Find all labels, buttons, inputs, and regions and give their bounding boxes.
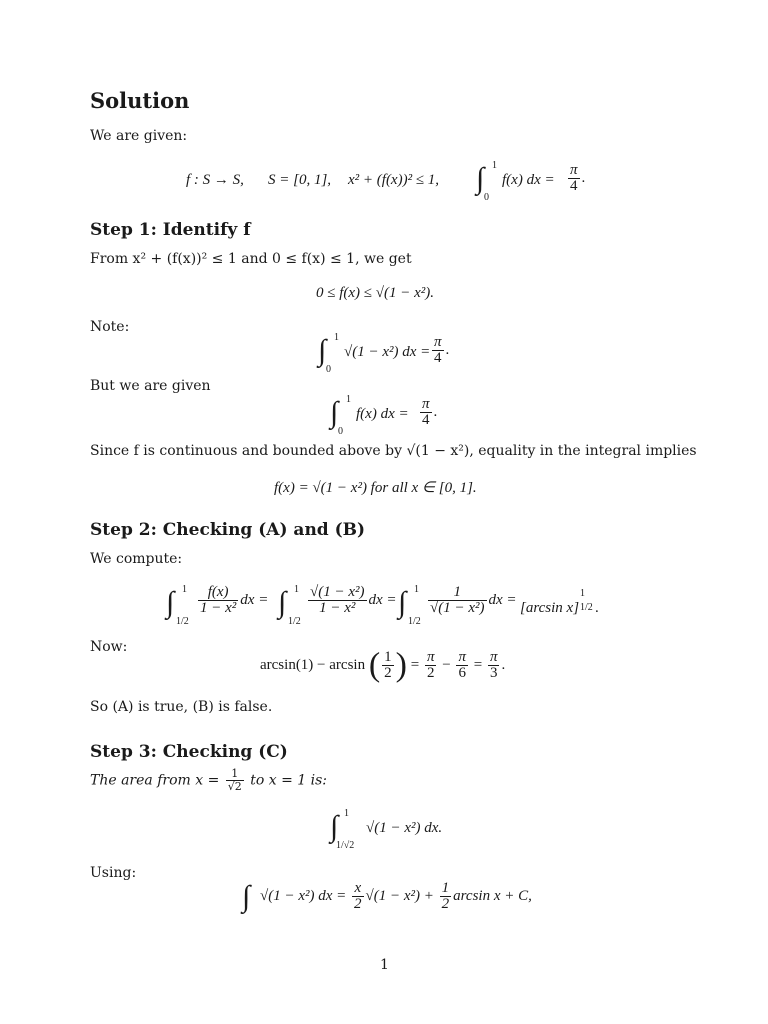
step1-heading: Step 1: Identify f <box>90 220 251 240</box>
given-integrand: f(x) dx = <box>502 172 555 188</box>
integral-sign: ∫ <box>166 586 175 619</box>
upper-limit: 1 <box>334 332 339 343</box>
area-text: The area from x = $\frac{1}{√2}$ to x = 1 is: <box>90 767 328 793</box>
term-2: $\frac{\text{√(1 − x²)}}{\text{1 − x²}}$ dx = <box>310 584 397 616</box>
step1-from: From x² + (f(x))² ≤ 1 and 0 ≤ f(x) ≤ 1, we get <box>90 251 412 267</box>
lower-limit: 1/√2 <box>336 840 355 851</box>
page-number: 1 <box>380 957 389 973</box>
integral-sign: ∫ <box>476 162 485 195</box>
integral-sign: ∫ <box>330 810 339 843</box>
step3-heading: Step 3: Checking (C) <box>90 742 288 762</box>
integrand: f(x) dx = <box>356 406 409 422</box>
step1-bound: 0 ≤ f(x) ≤ √(1 − x²). <box>316 285 435 301</box>
upper-limit: 1 <box>182 584 187 595</box>
upper-limit: 1 <box>492 160 497 171</box>
upper-limit: 1 <box>346 394 351 405</box>
lower-limit: 0 <box>484 192 489 203</box>
step2-heading: Step 2: Checking (A) and (B) <box>90 520 366 540</box>
lower-limit: 1/2 <box>408 616 421 627</box>
but-text: But we are given <box>90 378 211 394</box>
given-inequality: x² + (f(x))² ≤ 1, <box>348 172 440 188</box>
since-text: Since f is continuous and bounded above by √(1 − x²), equality in the integral implies <box>90 443 697 459</box>
upper-limit: 1 <box>294 584 299 595</box>
arcsin-equation: arcsin(1) − arcsin ( $\frac{1}{2}$ ) = $\frac{\pi}{2}$ − $\frac{\pi}{6}$ = $\frac{\pi}{3}$ . <box>260 646 506 684</box>
upper-limit: 1 <box>414 584 419 595</box>
lower-limit: 0 <box>338 426 343 437</box>
lower-limit: 1/2 <box>176 616 189 627</box>
now-text: Now: <box>90 639 128 655</box>
compute-text: We compute: <box>90 551 183 567</box>
note-label: Note: <box>90 319 130 335</box>
integral-sign: ∫ <box>330 396 339 429</box>
rhs: $\frac{\pi}{4}$ . <box>434 334 450 366</box>
formula-body: √(1 − x²) dx = $\frac{x}{2}$ √(1 − x²) + $\frac{1}{2}$ arcsin x + C, <box>260 880 532 912</box>
upper-limit: 1 <box>344 808 349 819</box>
lower-limit: 1/2 <box>288 616 301 627</box>
integral-sign: ∫ <box>242 880 251 913</box>
lower-limit: 0 <box>326 364 331 375</box>
given-map: f : S → S, <box>186 172 244 188</box>
integral-sign: ∫ <box>398 586 407 619</box>
antiderivative-bracket: [arcsin x] 1 1/2 . <box>520 588 599 616</box>
using-text: Using: <box>90 865 137 881</box>
intro-text: We are given: <box>90 128 188 144</box>
given-set: S = [0, 1], <box>268 172 332 188</box>
so-text: So (A) is true, (B) is false. <box>90 699 273 715</box>
term-1: $\frac{f(x)}{\text{1 − x²}}$ dx = <box>200 584 269 616</box>
integrand: √(1 − x²) dx = <box>344 344 431 360</box>
page-title: Solution <box>90 88 190 113</box>
step1-conclusion: f(x) = √(1 − x²) for all x ∈ [0, 1]. <box>274 480 477 496</box>
integral-sign: ∫ <box>318 334 327 367</box>
given-rhs: $\frac{\pi}{4}$ . <box>570 162 586 194</box>
term-3: $\frac{1}{\text{√(1 − x²)}}$ dx = <box>430 584 517 616</box>
integrand: √(1 − x²) dx. <box>366 820 443 836</box>
integral-sign: ∫ <box>278 586 287 619</box>
rhs: $\frac{\pi}{4}$ . <box>422 396 438 428</box>
